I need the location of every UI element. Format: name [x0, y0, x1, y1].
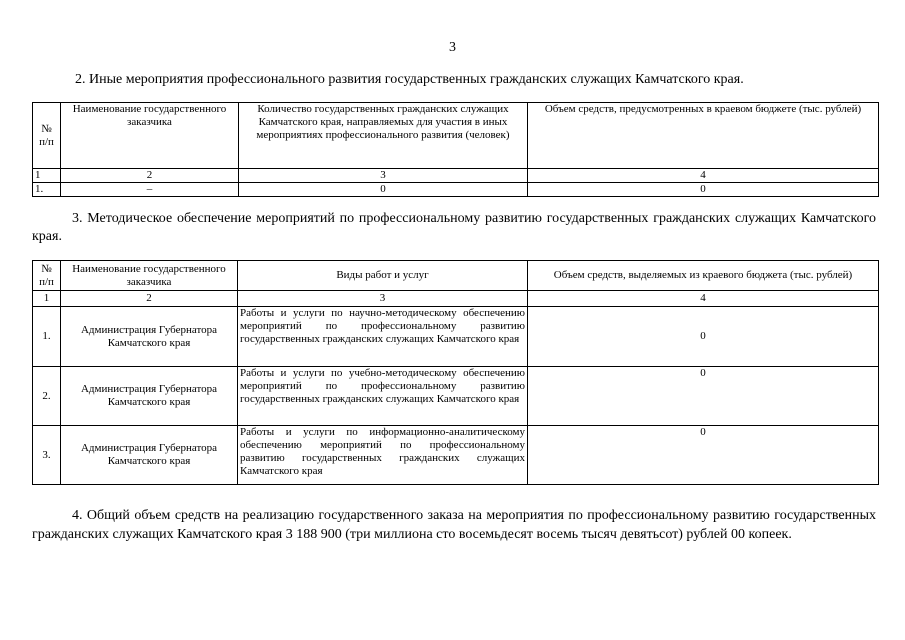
header-number: № п/п	[33, 261, 61, 291]
row-employee-count: 0	[239, 183, 528, 197]
table-row	[33, 426, 879, 485]
row-budget: 0	[528, 426, 879, 485]
numbering-cell: 4	[528, 169, 879, 183]
table-header-row	[33, 261, 879, 291]
section-3-heading: 3. Методическое обеспечение мероприятий по профессиональному развитию государственных гражданских служащих Камчатского края.	[32, 211, 876, 244]
section-2-table	[32, 102, 879, 197]
numbering-cell: 2	[61, 291, 238, 307]
table-header-row	[33, 103, 879, 169]
section-2-heading: 2. Иные мероприятия профессионального развития государственных гражданских служащих Камчатского края.	[75, 72, 744, 87]
header-number: № п/п	[33, 103, 61, 169]
page-number: 3	[449, 40, 456, 55]
row-budget: 0	[528, 367, 879, 426]
section-4-paragraph: 4. Общий объем средств на реализацию государственного заказа на мероприятия по профессиональному развитию государственных гражданских служащих Камчатского края 3 188 900 (три миллиона сто восемьдесят восемь тысяч девятьсот) рублей 00 копеек.	[32, 508, 876, 542]
row-number: 3.	[33, 426, 61, 485]
header-customer: Наименование государственного заказчика	[61, 103, 239, 169]
numbering-cell: 2	[61, 169, 239, 183]
header-budget: Объем средств, предусмотренных в краевом бюджете (тыс. рублей)	[528, 103, 879, 169]
header-budget: Объем средств, выделяемых из краевого бюджета (тыс. рублей)	[528, 261, 879, 291]
row-work-type: Работы и услуги по информационно-аналитическому обеспечению мероприятий по профессиональному развитию государственных гражданских служащих Камчатского края	[238, 426, 528, 485]
header-work-types: Виды работ и услуг	[238, 261, 528, 291]
row-budget: 0	[528, 307, 879, 367]
numbering-cell: 4	[528, 291, 879, 307]
header-employee-count: Количество государственных гражданских служащих Камчатского края, направляемых для участия в иных мероприятиях профессионального развития (человек)	[239, 103, 528, 169]
numbering-cell: 1	[33, 169, 61, 183]
row-customer: Администрация Губернатора Камчатского края	[61, 426, 238, 485]
table-row	[33, 367, 879, 426]
row-work-type: Работы и услуги по учебно-методическому обеспечению мероприятий по профессиональному развитию государственных гражданских служащих Камчатского края	[238, 367, 528, 426]
table-numbering-row	[33, 169, 879, 183]
row-customer: Администрация Губернатора Камчатского края	[61, 367, 238, 426]
row-number: 2.	[33, 367, 61, 426]
table-row	[33, 307, 879, 367]
numbering-cell: 3	[239, 169, 528, 183]
table-row	[33, 183, 879, 197]
numbering-cell: 1	[33, 291, 61, 307]
row-number: 1.	[33, 183, 61, 197]
row-budget: 0	[528, 183, 879, 197]
numbering-cell: 3	[238, 291, 528, 307]
row-number: 1.	[33, 307, 61, 367]
row-customer: Администрация Губернатора Камчатского края	[61, 307, 238, 367]
row-work-type: Работы и услуги по научно-методическому обеспечению мероприятий по профессиональному развитию государственных гражданских служащих Камчатского края	[238, 307, 528, 367]
table-numbering-row	[33, 291, 879, 307]
section-3-table	[32, 260, 879, 485]
header-customer: Наименование государственного заказчика	[61, 261, 238, 291]
row-customer: –	[61, 183, 239, 197]
